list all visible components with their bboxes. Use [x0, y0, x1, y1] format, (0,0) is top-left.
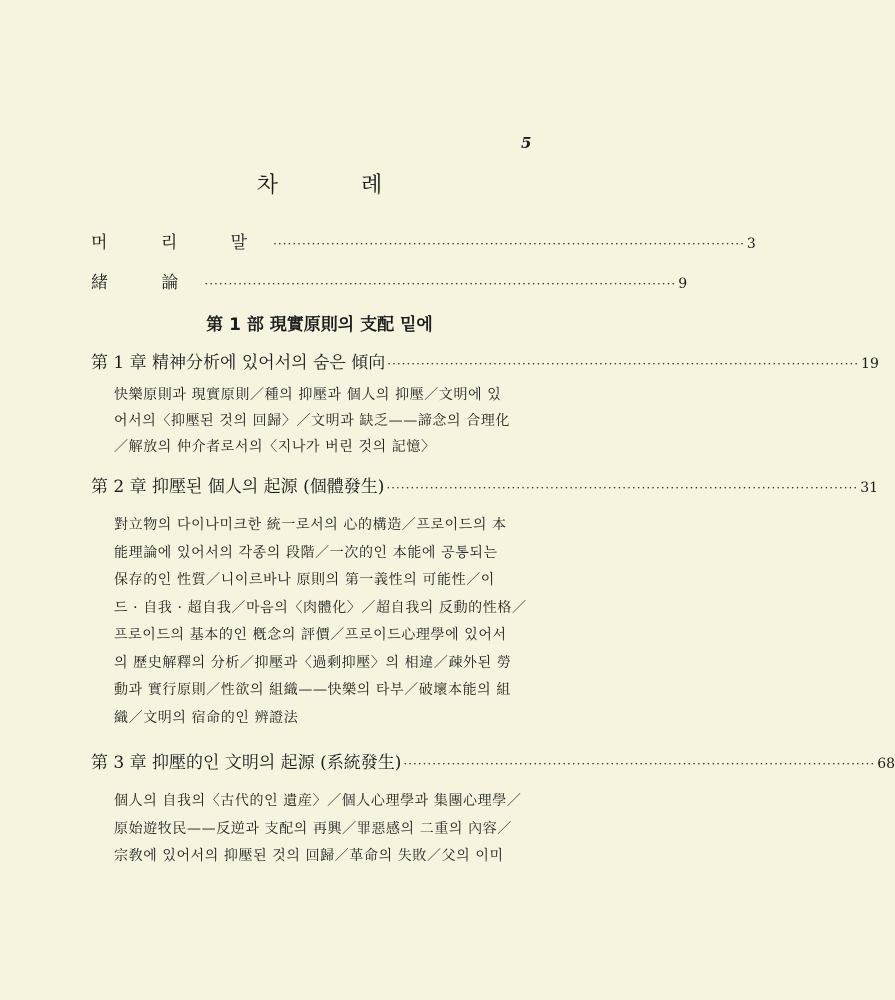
chapter-label: 第 3 章 抑壓的인 文明의 起源 (系統發生)	[91, 753, 402, 773]
summary-line: 織／文明의 宿命的인 辨證法	[114, 709, 299, 726]
toc-entry-introduction[interactable]	[91, 268, 688, 293]
chapter-3-summary	[114, 788, 538, 871]
summary-line: 快樂原則과 現實原則／種의 抑壓과 個人의 抑壓／文明에 있	[114, 387, 502, 403]
toc-title: 차 례	[256, 173, 421, 198]
dot-leader: ··································································································	[273, 237, 745, 251]
summary-line: 對立物의 다이나미크한 統一로서의 心的構造／프로이드의 本	[114, 517, 507, 533]
chapter-page: 68	[877, 756, 895, 772]
dot-leader: ··································································································	[387, 357, 860, 371]
part-title: 第 1 部 現實原則의 支配 밑에	[206, 315, 433, 335]
summary-line: 能理論에 있어서의 각종의 段階／一次的인 本能에 공통되는	[114, 544, 498, 561]
dot-leader: ··································································································	[386, 481, 859, 495]
summary-line: 드 · 自我 · 超自我／마음의〈肉體化〉／超自我의 反動的性格／	[114, 599, 527, 616]
page-number: 5	[521, 134, 532, 152]
dot-leader: ··································································································	[204, 277, 677, 291]
chapter-page: 31	[860, 480, 879, 496]
summary-line: 의 歷史解釋의 分析／抑壓과〈過剩抑壓〉의 相違／疎外된 勞	[114, 654, 512, 671]
chapter-2-summary	[114, 512, 538, 732]
summary-line: 保存的인 性質／니이르바나 原則의 第一義性의 可能性／이	[114, 572, 495, 588]
summary-line: 프로이드의 基本的인 槪念의 評價／프로이드心理學에 있어서	[114, 627, 507, 643]
entry-label: 머 리 말	[91, 233, 272, 253]
entry-page: 3	[746, 236, 756, 252]
toc-entry-preface[interactable]	[91, 228, 756, 253]
chapter-page: 19	[861, 356, 879, 372]
summary-line: 어서의〈抑壓된 것의 回歸〉／文明과 缺乏——諦念의 合理化	[114, 413, 510, 429]
summary-line: ／解放의 仲介者로서의〈지나가 버린 것의 記憶〉	[114, 439, 436, 455]
toc-entry-chapter-2[interactable]	[91, 472, 879, 497]
entry-page: 9	[678, 276, 688, 292]
chapter-label: 第 2 章 抑壓된 個人의 起源 (個體發生)	[91, 477, 385, 497]
summary-line: 原始遊牧民——反逆과 支配의 再興／罪惡感의 二重의 內容／	[114, 820, 512, 837]
toc-entry-chapter-3[interactable]	[91, 748, 895, 773]
summary-line: 宗敎에 있어서의 抑壓된 것의 回歸／革命의 失敗／父의 이미	[114, 848, 504, 864]
dot-leader: ··································································································	[403, 757, 876, 771]
toc-entry-chapter-1[interactable]	[91, 348, 879, 373]
summary-line: 動과 實行原則／性欲의 組織——快樂의 타부／破壞本能의 組	[114, 682, 511, 698]
entry-label: 緒 論	[91, 273, 203, 293]
chapter-1-summary	[114, 382, 538, 460]
chapter-label: 第 1 章 精神分析에 있어서의 숨은 傾向	[91, 353, 386, 373]
summary-line: 個人의 自我의〈古代的인 遺産〉／個人心理學과 集團心理學／	[114, 793, 522, 809]
